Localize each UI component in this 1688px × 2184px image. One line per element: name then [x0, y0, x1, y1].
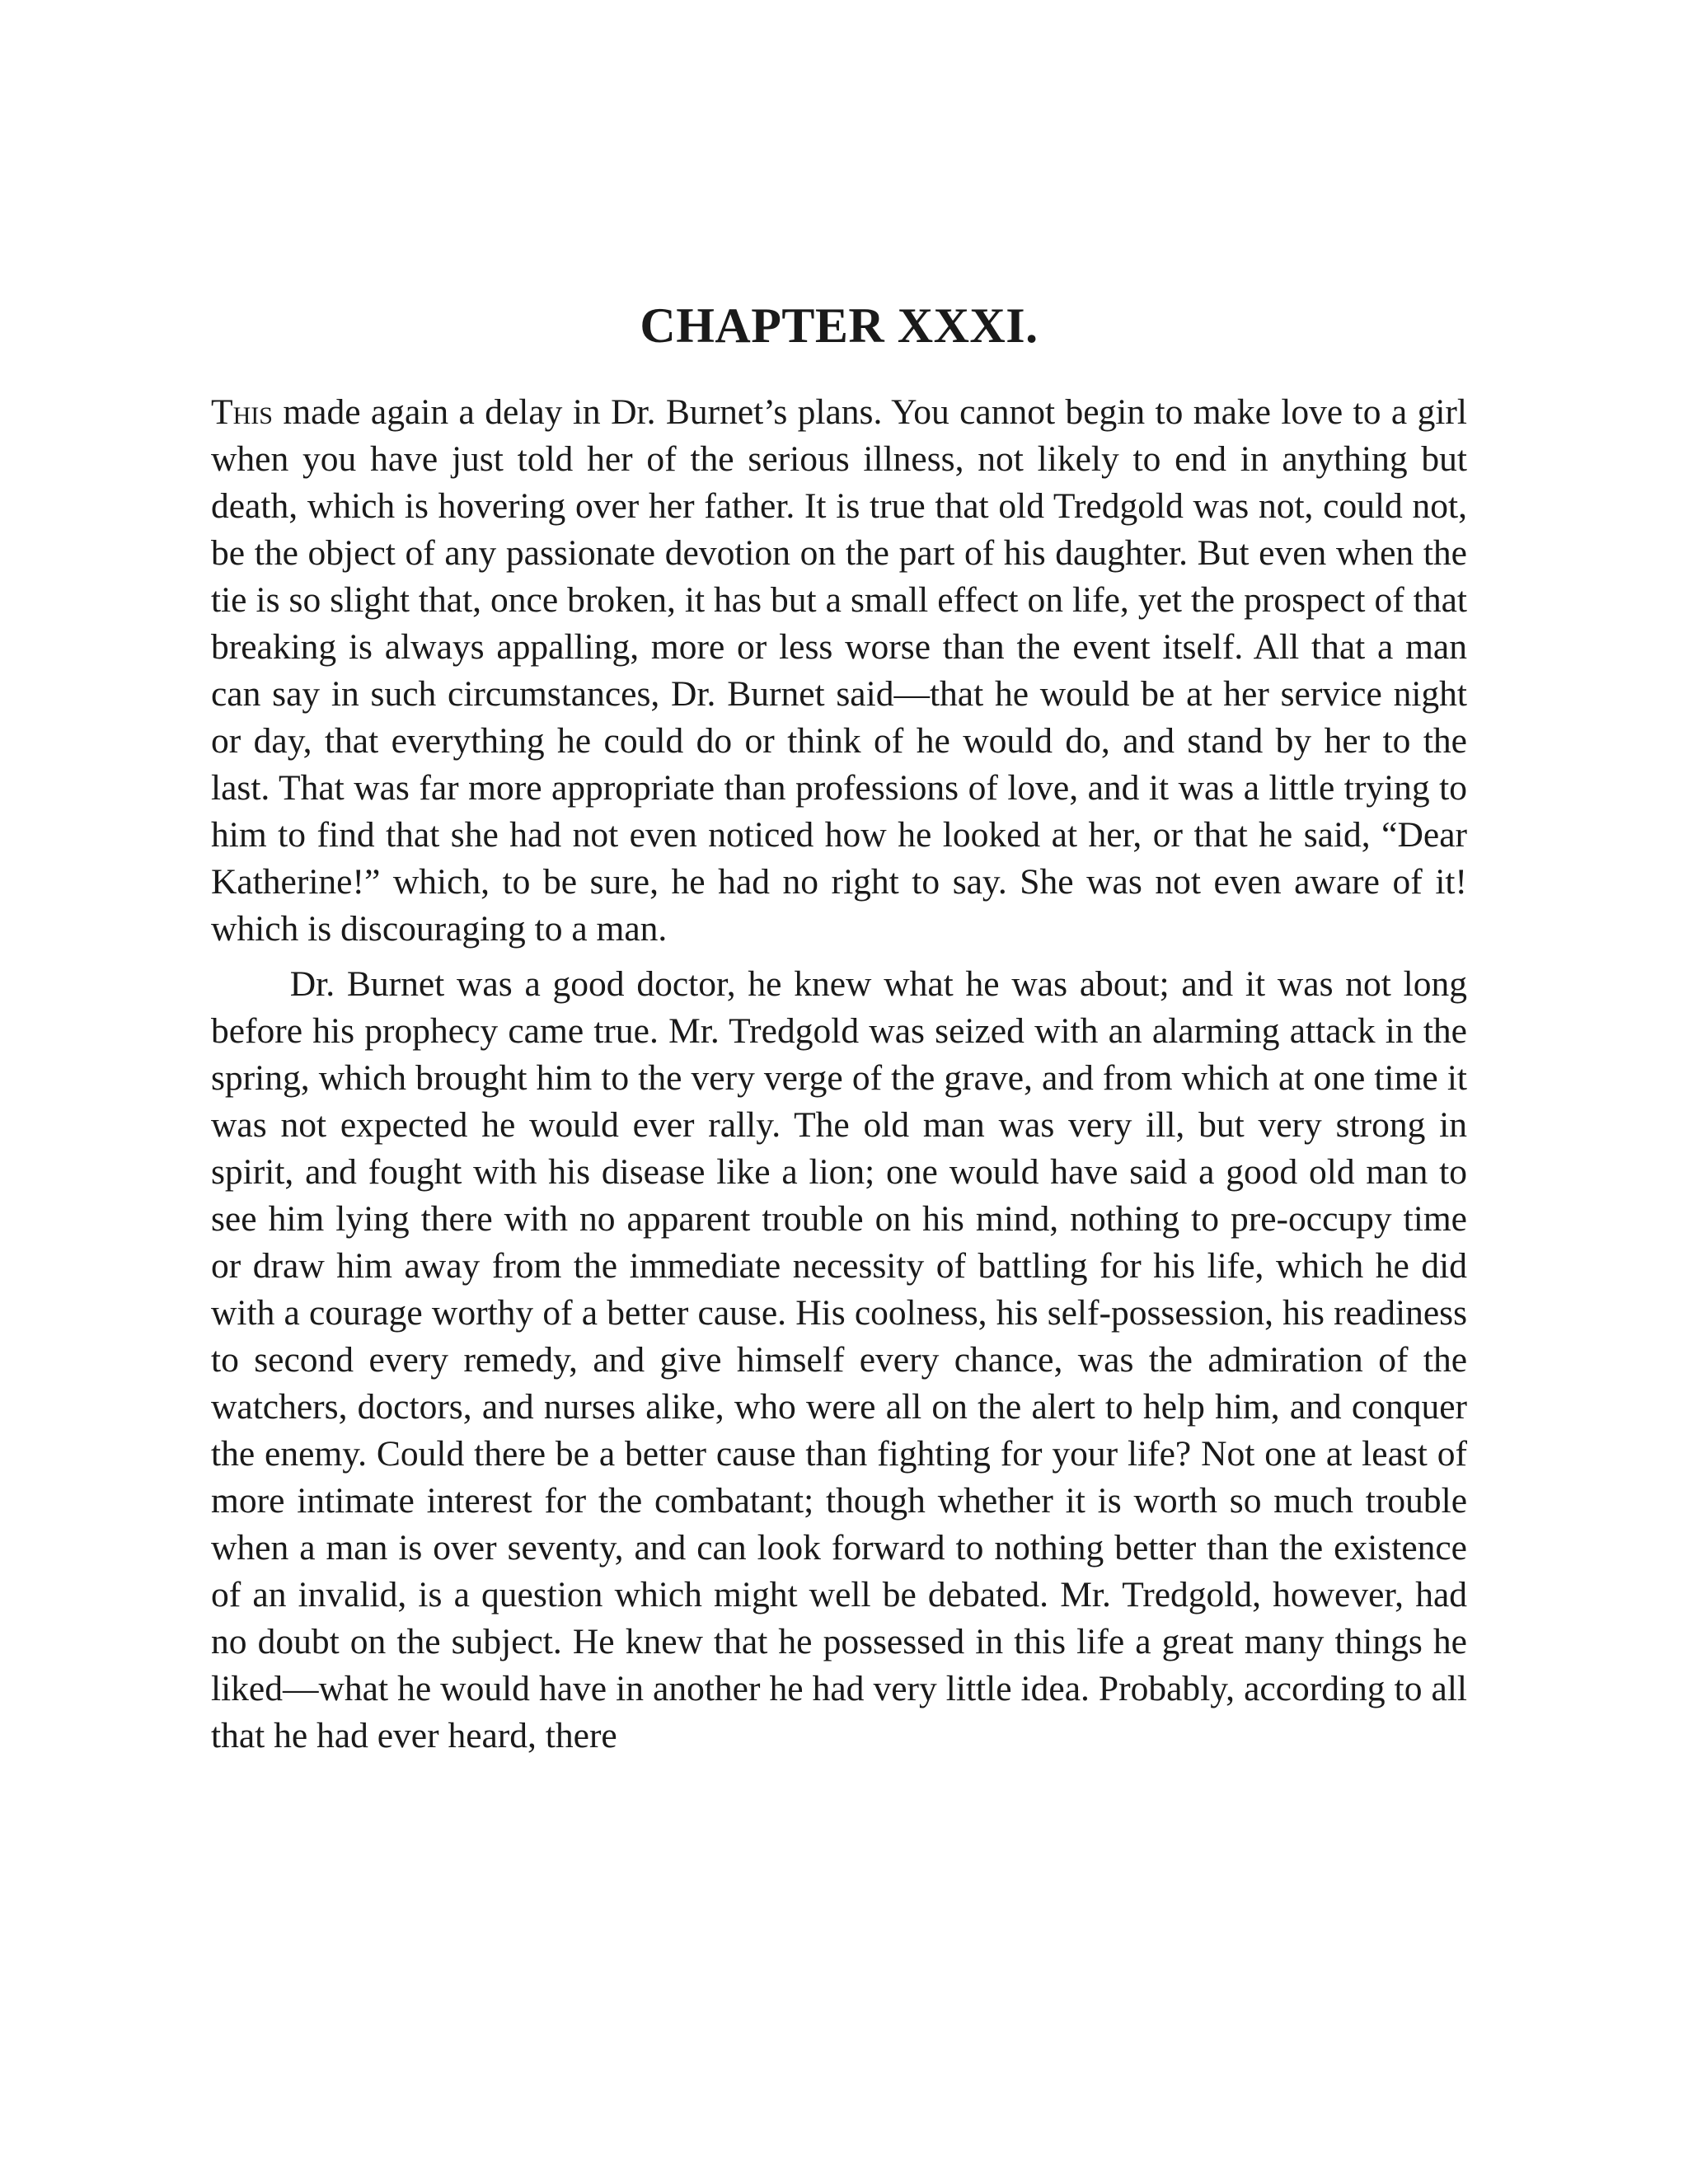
paragraph-2-text: Dr. Burnet was a good doctor, he knew what he was about; and it was not long before his prophecy came true. Mr. Tredgold was seized with an alarming attack in the spring, which brought him to the very verge of the grave, and from which at one time it was not expected he would ever rally. The old man was very ill, but very strong in spirit, and fought with his disease like a lion; one would have said a good old man to see him lying there with no apparent trouble on his mind, nothing to pre-occupy time or draw him away from the immediate necessity of battling for his life, which he did with a courage worthy of a better cause. His coolness, his self-possession, his readiness to second every remedy, and give himself every chance, was the admiration of the watchers, doctors, and nurses alike, who were all on the alert to help him, and conquer the enemy. Could there be a better cause than fighting for your life? Not one at least of more intimate interest for the combatant; though whether it is worth so much trouble when a man is over seventy, and can look forward to nothing better than the existence of an invalid, is a question which might well be debated. Mr. Tredgold, however, had no doubt on the subject. He knew that he possessed in this life a great many things he liked—what he would have in another he had very little idea. Probably, according to all that he had ever heard, there — [211, 964, 1467, 1755]
book-page — [211, 297, 1467, 1760]
paragraph-1 — [211, 389, 1467, 953]
paragraph-1-lead: This — [211, 392, 273, 432]
paragraph-1-text: made again a delay in Dr. Burnet’s plans. You cannot begin to make love to a girl when you have just told her of the serious illness, not likely to end in anything but death, which is hovering over her father. It is true that old Tredgold was not, could not, be the object of any passionate devotion on the part of his daughter. But even when the tie is so slight that, once broken, it has but a small effect on life, yet the prospect of that breaking is always appalling, more or less worse than the event itself. All that a man can say in such circumstances, Dr. Burnet said—that he would be at her service night or day, that everything he could do or think of he would do, and stand by her to the last. That was far more appropriate than professions of love, and it was a little trying to him to find that she had not even noticed how he looked at her, or that he said, “Dear Katherine!” which, to be sure, he had no right to say. She was not even aware of it! which is discouraging to a man. — [211, 392, 1467, 949]
paragraph-2 — [211, 961, 1467, 1760]
chapter-body — [211, 389, 1467, 1760]
chapter-title: CHAPTER XXXI. — [640, 298, 1039, 353]
